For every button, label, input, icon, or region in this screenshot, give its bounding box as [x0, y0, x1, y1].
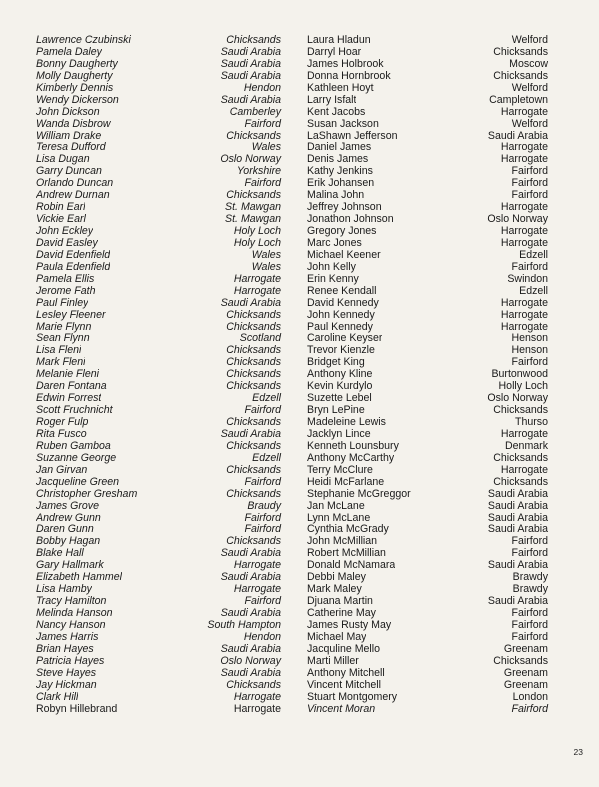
roster-entry [36, 644, 281, 656]
person-name: Susan Jackson [307, 118, 379, 130]
person-name: Teresa Dufford [36, 142, 106, 154]
location: Edzell [252, 392, 281, 405]
person-name: Bobby Hagan [36, 536, 101, 548]
location: Harrogate [500, 236, 548, 249]
person-name: John McMillian [307, 536, 378, 548]
location: Chicksands [226, 678, 281, 691]
location: Fairford [511, 189, 548, 202]
location: Burtonwood [491, 368, 548, 381]
person-name: James Holbrook [307, 58, 384, 70]
location: Fairford [511, 260, 548, 273]
location: Chicksands [226, 535, 281, 548]
location: Saudi Arabia [487, 487, 548, 500]
location: Chicksands [226, 463, 281, 476]
location: London [512, 690, 548, 703]
location: Harrogate [500, 105, 548, 118]
location: Harrogate [500, 427, 548, 440]
person-name: Vincent Moran [307, 703, 376, 715]
person-name: Lawrence Czubinski [36, 35, 131, 46]
location: Swindon [507, 272, 548, 285]
roster-entry [307, 238, 548, 250]
person-name: Bridget King [307, 357, 365, 369]
location: Saudi Arabia [487, 129, 548, 142]
roster-entry [36, 668, 281, 680]
person-name: Anthony Kline [307, 369, 373, 381]
person-name: Kenneth Lounsbury [307, 440, 399, 452]
person-name: Madeleine Lewis [307, 417, 386, 428]
person-name: Malina John [307, 190, 365, 202]
person-name: Mark Maley [307, 584, 362, 596]
roster-entry [307, 489, 548, 501]
left-column [36, 35, 281, 715]
person-name: Jacqueline Green [36, 476, 120, 488]
person-name: Anthony Mitchell [307, 667, 385, 679]
person-name: Stuart Montgomery [307, 691, 398, 703]
roster-entry [307, 668, 548, 680]
roster-entry [307, 405, 548, 417]
location: Chicksands [226, 380, 281, 393]
roster-entry [36, 656, 281, 668]
location: Chicksands [226, 368, 281, 381]
roster-entry [307, 71, 548, 83]
person-name: Paul Finley [36, 297, 89, 309]
roster-entry [307, 83, 548, 95]
location: Braudy [247, 499, 281, 512]
location: Chicksands [226, 439, 281, 452]
roster-entry [36, 286, 281, 298]
location: Saudi Arabia [220, 547, 281, 560]
person-name: Vincent Mitchell [307, 679, 381, 691]
person-name: Blake Hall [36, 548, 84, 560]
roster-entry [307, 501, 548, 513]
person-name: Marc Jones [307, 237, 362, 249]
person-name: Melinda Hanson [36, 608, 113, 619]
person-name: Terry McClure [307, 464, 373, 476]
location: Chicksands [226, 487, 281, 500]
location: Holy Loch [233, 236, 281, 249]
location: Harrogate [233, 583, 281, 596]
roster-entry [307, 465, 548, 477]
person-name: Heidi McFarlane [307, 476, 385, 488]
person-name: Jerome Fath [36, 285, 96, 297]
location: Scotland [239, 332, 281, 345]
location: Saudi Arabia [220, 666, 281, 679]
person-name: Wendy Dickerson [36, 94, 119, 106]
person-name: Orlando Duncan [36, 178, 114, 190]
location: Brawdy [512, 571, 548, 584]
location: Harrogate [500, 320, 548, 333]
person-name: Mark Fleni [36, 357, 86, 369]
location: Fairford [511, 607, 548, 619]
person-name: LaShawn Jefferson [307, 130, 398, 142]
location: Oslo Norway [487, 213, 548, 226]
person-name: Erin Kenny [307, 273, 359, 285]
roster-entry [36, 381, 281, 393]
person-name: Lesley Fleener [36, 309, 106, 321]
person-name: Kimberly Dennis [36, 82, 114, 94]
person-name: Lisa Fleni [36, 345, 82, 357]
person-name: Tracy Hamilton [36, 596, 107, 608]
location: Oslo Norway [220, 153, 281, 166]
location: Chicksands [493, 404, 548, 417]
location: Saudi Arabia [487, 595, 548, 608]
location: Camberley [229, 105, 281, 118]
location: Harrogate [500, 201, 548, 214]
roster-entry [36, 95, 281, 107]
location: Chicksands [493, 45, 548, 58]
location: Harrogate [233, 272, 281, 285]
location: Harrogate [500, 225, 548, 237]
location: Thurso [515, 416, 548, 428]
person-name: Darryl Hoar [307, 46, 362, 58]
location: Saudi Arabia [487, 511, 548, 524]
location: Chicksands [226, 308, 281, 321]
location: Oslo Norway [487, 392, 548, 405]
roster-entry [36, 704, 281, 716]
location: Harrogate [233, 284, 281, 297]
location: Saudi Arabia [487, 523, 548, 536]
location: Holly Loch [498, 380, 548, 393]
person-name: Gary Hallmark [36, 560, 104, 572]
location: Saudi Arabia [220, 427, 281, 440]
location: Chicksands [226, 189, 281, 202]
roster-entry [36, 692, 281, 704]
person-name: Sean Flynn [36, 333, 90, 345]
roster-entry [36, 453, 281, 465]
roster-entry [36, 250, 281, 262]
person-name: Jonathon Johnson [307, 214, 394, 226]
person-name: Molly Daugherty [36, 70, 113, 82]
person-name: Paul Kennedy [307, 321, 373, 333]
person-name: Caroline Keyser [307, 333, 383, 345]
location: Harrogate [500, 308, 548, 321]
person-name: David Easley [36, 237, 98, 249]
person-name: Kent Jacobs [307, 106, 366, 118]
person-name: Christopher Gresham [36, 488, 138, 500]
location: Fairford [511, 547, 548, 560]
person-name: Steve Hayes [36, 667, 97, 679]
person-name: Jacklyn Lince [307, 428, 371, 440]
person-name: James Rusty May [307, 619, 392, 631]
location: Chicksands [493, 654, 548, 667]
person-name: Kathleen Hoyt [307, 82, 374, 94]
person-name: Jan McLane [307, 500, 365, 512]
roster-entry [36, 310, 281, 322]
location: Denmark [505, 439, 548, 452]
location: St. Mawgan [225, 201, 281, 214]
person-name: Clark Hill [36, 691, 79, 703]
person-name: John Kelly [307, 261, 356, 273]
location: Henson [511, 344, 548, 357]
roster-entry [307, 477, 548, 489]
roster-entry [36, 274, 281, 286]
location: Fairford [244, 523, 281, 536]
person-name: Marti Miller [307, 655, 359, 667]
roster-entry [307, 692, 548, 704]
person-name: Denis James [307, 154, 369, 166]
location: Greenam [503, 678, 548, 691]
person-name: Lynn McLane [307, 512, 371, 524]
person-name: Wanda Disbrow [36, 118, 111, 130]
person-name: Patricia Hayes [36, 655, 105, 667]
location: Oslo Norway [220, 654, 281, 667]
roster-entry [307, 704, 548, 716]
person-name: Pamela Ellis [36, 273, 95, 285]
page-number: 23 [573, 747, 583, 757]
person-name: Lisa Dugan [36, 154, 90, 166]
person-name: Andrew Gunn [36, 512, 101, 524]
person-name: Jacquline Mello [307, 643, 381, 655]
location: Saudi Arabia [487, 499, 548, 512]
location: Saudi Arabia [220, 642, 281, 655]
location: Fairford [511, 165, 548, 178]
roster-entry [307, 286, 548, 298]
location: Harrogate [500, 141, 548, 154]
location: Campletown [489, 93, 548, 106]
location: Fairford [511, 356, 548, 369]
location: Edzell [519, 248, 548, 261]
roster-entry [307, 656, 548, 668]
location: Greenam [503, 666, 548, 679]
person-name: Renee Kendall [307, 285, 377, 297]
location: Fairford [511, 535, 548, 548]
roster-entry [36, 501, 281, 513]
location: Chicksands [493, 69, 548, 82]
person-name: Nancy Hanson [36, 619, 106, 631]
location: Chicksands [226, 344, 281, 357]
location: Fairford [244, 595, 281, 608]
person-name: Debbi Maley [307, 572, 366, 584]
location: Harrogate [233, 559, 281, 572]
person-name: Marie Flynn [36, 321, 92, 333]
location: Hendon [243, 630, 281, 643]
person-name: James Grove [36, 500, 99, 512]
location: St. Mawgan [225, 213, 281, 226]
location: Fairford [244, 117, 281, 130]
roster-entry [36, 298, 281, 310]
person-name: John Eckley [36, 226, 94, 237]
person-name: Kevin Kurdylo [307, 381, 373, 393]
location: Chicksands [226, 320, 281, 333]
person-name: Donna Hornbrook [307, 70, 391, 82]
person-name: Erik Johansen [307, 178, 375, 190]
person-name: James Harris [36, 631, 99, 643]
person-name: Cynthia McGrady [307, 524, 389, 536]
person-name: Robin Earl [36, 202, 86, 214]
roster-entry [36, 262, 281, 274]
person-name: Paula Edenfield [36, 261, 111, 273]
person-name: Daren Fontana [36, 381, 107, 393]
person-name: Michael May [307, 631, 367, 643]
location: Moscow [509, 57, 548, 70]
location: Chicksands [226, 34, 281, 46]
roster-entry [36, 680, 281, 692]
roster-entry [36, 489, 281, 501]
person-name: Andrew Durnan [36, 190, 110, 202]
person-name: Bonny Daugherty [36, 58, 118, 70]
roster-entry [307, 560, 548, 572]
person-name: Vickie Earl [36, 214, 86, 226]
roster-entry [36, 119, 281, 131]
person-name: Garry Duncan [36, 166, 102, 178]
location: Chicksands [493, 451, 548, 464]
roster-entry [36, 71, 281, 83]
person-name: Jeffrey Johnson [307, 202, 382, 214]
person-name: Anthony McCarthy [307, 452, 395, 464]
location: Harrogate [233, 690, 281, 703]
roster-entry [307, 119, 548, 131]
person-name: Donald McNamara [307, 560, 396, 572]
roster-entry [307, 453, 548, 465]
roster-entry [307, 644, 548, 656]
location: Saudi Arabia [220, 69, 281, 82]
roster-entry [307, 107, 548, 119]
location: Fairford [511, 177, 548, 190]
person-name: Kathy Jenkins [307, 166, 373, 178]
roster-entry [307, 95, 548, 107]
person-name: Larry Isfalt [307, 94, 357, 106]
person-name: Daniel James [307, 142, 372, 154]
person-name: Pamela Daley [36, 46, 102, 58]
person-name: Melanie Fleni [36, 369, 100, 381]
person-name: Catherine May [307, 608, 376, 619]
location: Saudi Arabia [220, 93, 281, 106]
location: Welford [511, 34, 548, 46]
location: Yorkshire [236, 165, 281, 178]
person-name: John Dickson [36, 106, 100, 118]
location: Harrogate [500, 296, 548, 309]
location: Welford [511, 81, 548, 94]
person-name: Jan Girvan [36, 464, 88, 476]
roster-entry [36, 238, 281, 250]
location: Fairford [244, 177, 281, 190]
roster-entry [307, 572, 548, 584]
person-name: Bryn LePine [307, 405, 365, 417]
location: Fairford [511, 702, 548, 715]
roster-entry [36, 441, 281, 453]
person-name: Laura Hladun [307, 35, 371, 46]
person-name: Scott Fruchnicht [36, 405, 113, 417]
person-name: Brian Hayes [36, 643, 94, 655]
location: Fairford [511, 630, 548, 643]
roster-entry [36, 465, 281, 477]
roster-entry [307, 298, 548, 310]
roster-entry [307, 262, 548, 274]
location: Chicksands [226, 129, 281, 142]
location: Saudi Arabia [220, 571, 281, 584]
person-name: Suzanne George [36, 452, 117, 464]
location: Saudi Arabia [220, 57, 281, 70]
person-name: Lisa Hamby [36, 584, 92, 596]
location: Fairford [244, 511, 281, 524]
person-name: Jay Hickman [36, 679, 97, 691]
location: Welford [511, 117, 548, 130]
person-name: Djuana Martin [307, 596, 373, 608]
person-name: David Edenfield [36, 249, 111, 261]
person-name: Stephanie McGreggor [307, 488, 411, 500]
location: Chicksands [493, 475, 548, 488]
location: Brawdy [512, 583, 548, 596]
person-name: John Kennedy [307, 309, 375, 321]
location: Harrogate [500, 463, 548, 476]
person-name: Suzette Lebel [307, 393, 372, 405]
roster-entry [36, 83, 281, 95]
roster-entry [307, 310, 548, 322]
location: Chicksands [226, 416, 281, 428]
location: Fairford [244, 475, 281, 488]
person-name: Trevor Kienzle [307, 345, 375, 357]
location: Fairford [244, 404, 281, 417]
person-name: Roger Fulp [36, 417, 89, 428]
person-name: David Kennedy [307, 297, 379, 309]
roster-entry [307, 680, 548, 692]
roster-entry [36, 131, 281, 143]
person-name: William Drake [36, 130, 102, 142]
location: Edzell [252, 451, 281, 464]
roster-entry [36, 477, 281, 489]
person-name: Robyn Hillebrand [36, 703, 118, 715]
location: Chicksands [226, 356, 281, 369]
location: Saudi Arabia [487, 559, 548, 572]
location: Harrogate [233, 702, 281, 715]
person-name: Daren Gunn [36, 524, 94, 536]
location: Hendon [243, 81, 281, 94]
location: Holy Loch [233, 225, 281, 237]
person-name: Rita Fusco [36, 428, 87, 440]
location: Saudi Arabia [220, 296, 281, 309]
roster-entry [307, 274, 548, 286]
location: Edzell [519, 284, 548, 297]
location: Saudi Arabia [220, 607, 281, 619]
person-name: Ruben Gamboa [36, 440, 111, 452]
location: South Hampton [207, 618, 281, 631]
right-column [307, 35, 548, 715]
person-name: Edwin Forrest [36, 393, 102, 405]
location: Wales [251, 248, 281, 261]
person-name: Robert McMillian [307, 548, 386, 560]
location: Fairford [511, 618, 548, 631]
person-name: Michael Keener [307, 249, 381, 261]
person-name: Gregory Jones [307, 226, 377, 237]
location: Wales [251, 141, 281, 154]
location: Henson [511, 332, 548, 345]
location: Harrogate [500, 153, 548, 166]
location: Saudi Arabia [220, 45, 281, 58]
roster-entry [36, 107, 281, 119]
location: Greenam [503, 642, 548, 655]
location: Wales [251, 260, 281, 273]
person-name: Elizabeth Hammel [36, 572, 122, 584]
